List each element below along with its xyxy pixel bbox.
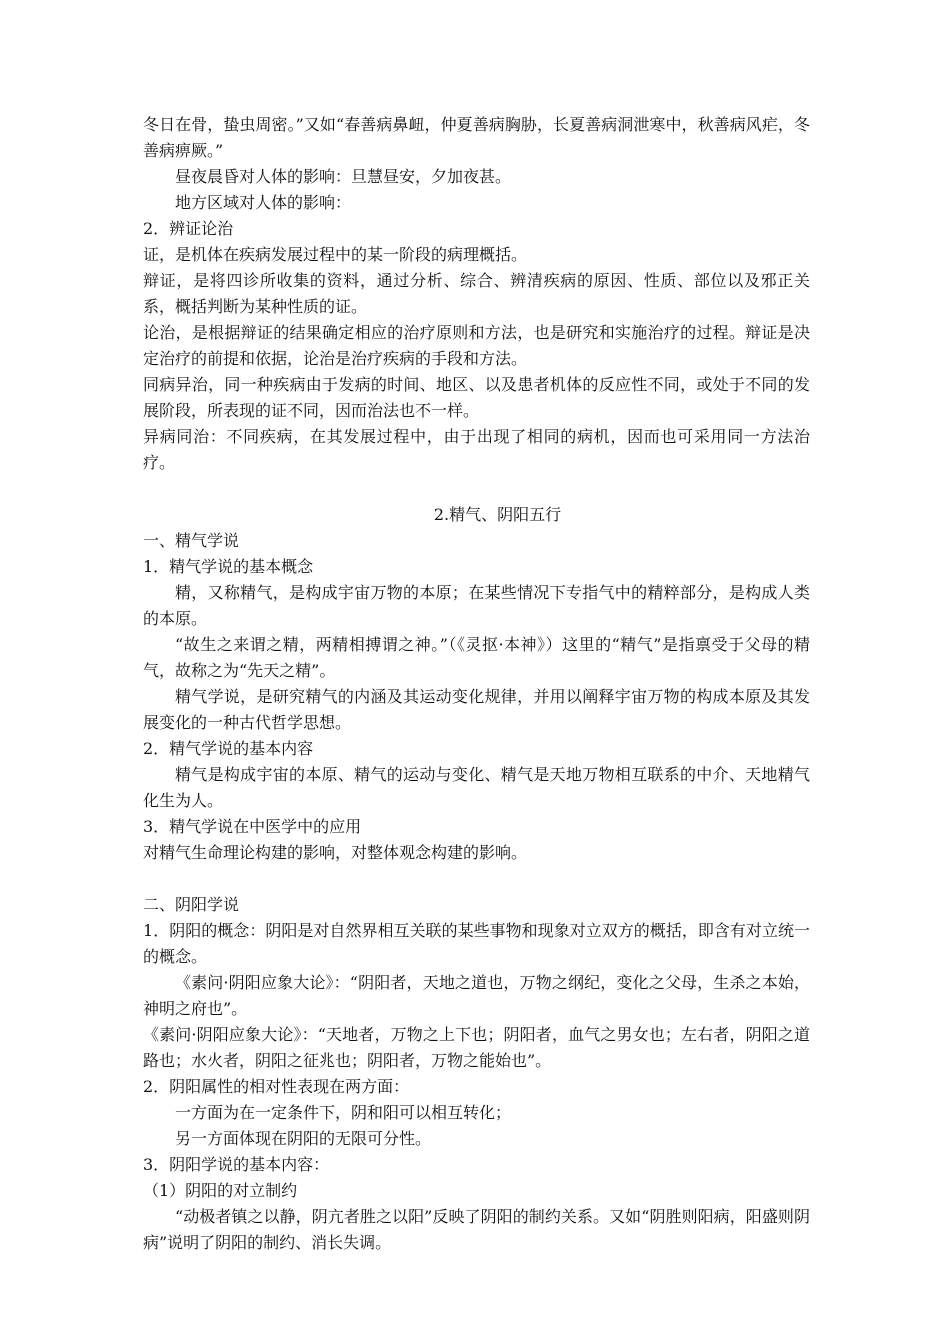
paragraph-suwen-quote-2: 《素问·阴阳应象大论》：“天地者，万物之上下也；阴阳者，血气之男女也；左右者，阴阳之道路也；水火者，阴阳之征兆也；阴阳者，万物之能始也”。 bbox=[143, 1025, 810, 1070]
paragraph-essence-definition: 精，又称精气，是构成宇宙万物的本原；在某些情况下专指气中的精粹部分，是构成人类的本原。 bbox=[143, 583, 810, 628]
paragraph-treatment-definition: 论治，是根据辩证的结果确定相应的治疗原则和方法，也是研究和实施治疗的过程。辩证是决定治疗的前提和依据，论治是治疗疾病的手段和方法。 bbox=[143, 323, 810, 368]
paragraph-suwen-quote-1: 《素问·阴阳应象大论》：“阴阳者，天地之道也，万物之纲纪，变化之父母，生杀之本始，神明之府也”。 bbox=[143, 973, 810, 1018]
spacer bbox=[143, 476, 810, 502]
paragraph-syndrome-definition: 证，是机体在疾病发展过程中的某一阶段的病理概括。 bbox=[143, 245, 528, 264]
document-page bbox=[143, 112, 810, 1256]
paragraph-yinyang-concept: 1．阴阳的概念：阴阳是对自然界相互关联的某些事物和现象对立双方的概括，即含有对立统一的概念。 bbox=[143, 921, 810, 966]
paragraph-different-disease-same-treatment: 异病同治：不同疾病，在其发展过程中，由于出现了相同的病机，因而也可采用同一方法治疗。 bbox=[143, 427, 810, 472]
heading-essence-application: 3．精气学说在中医学中的应用 bbox=[143, 817, 362, 836]
heading-essence-basic-content: 2．精气学说的基本内容 bbox=[143, 739, 314, 758]
paragraph-yinyang-divisibility: 另一方面体现在阴阳的无限可分性。 bbox=[175, 1129, 432, 1148]
heading-yinyang-opposition: （1）阴阳的对立制约 bbox=[143, 1181, 298, 1200]
heading-yinyang-relativity: 2．阴阳属性的相对性表现在两方面： bbox=[143, 1077, 410, 1096]
paragraph-same-disease-different-treatment: 同病异治，同一种疾病由于发病的时间、地区、以及患者机体的反应性不同，或处于不同的发展阶段，所表现的证不同，因而治法也不一样。 bbox=[143, 375, 810, 420]
paragraph-yinyang-transformation: 一方面为在一定条件下，阴和阳可以相互转化； bbox=[175, 1103, 512, 1122]
section-title-essence-yinyang: 2.精气、阴阳五行 bbox=[433, 505, 562, 524]
paragraph-seasonal-diseases: 冬日在骨，蛰虫周密。”又如“春善病鼻衄，仲夏善病胸胁，长夏善病洞泄寒中，秋善病风疟，冬善病痹厥。” bbox=[143, 115, 810, 160]
paragraph-essence-content: 精气是构成宇宙的本原、精气的运动与变化、精气是天地万物相互联系的中介、天地精气化生为人。 bbox=[143, 765, 810, 810]
heading-essence-theory: 一、精气学说 bbox=[143, 531, 240, 550]
heading-essence-basic-concept: 1．精气学说的基本概念 bbox=[143, 557, 314, 576]
heading-yinyang-basic-content: 3．阴阳学说的基本内容： bbox=[143, 1155, 330, 1174]
spacer bbox=[143, 866, 810, 892]
paragraph-lingshu-quote: “故生之来谓之精，两精相搏谓之神。”（《灵抠·本神》）这里的“精气”是指禀受于父母的精气，故称之为“先天之精”。 bbox=[143, 635, 810, 680]
paragraph-day-night-influence: 昼夜晨昏对人体的影响：旦慧昼安，夕加夜甚。 bbox=[175, 167, 512, 186]
paragraph-essence-theory-definition: 精气学说，是研究精气的内涵及其运动变化规律，并用以阐释宇宙万物的构成本原及其发展变化的一种古代哲学思想。 bbox=[143, 687, 810, 732]
paragraph-essence-application: 对精气生命理论构建的影响，对整体观念构建的影响。 bbox=[143, 843, 528, 862]
heading-yinyang-theory: 二、阴阳学说 bbox=[143, 895, 240, 914]
paragraph-differentiation-definition: 辩证，是将四诊所收集的资料，通过分析、综合、辨清疾病的原因、性质、部位以及邪正关系，概括判断为某种性质的证。 bbox=[143, 271, 810, 316]
heading-syndrome-differentiation: 2．辨证论治 bbox=[143, 219, 234, 238]
paragraph-regional-influence: 地方区域对人体的影响： bbox=[175, 193, 352, 212]
paragraph-yinyang-restriction: “动极者镇之以静，阴亢者胜之以阳”反映了阴阳的制约关系。又如“阴胜则阳病，阳盛则阴病”说明了阴阳的制约、消长失调。 bbox=[143, 1207, 810, 1252]
